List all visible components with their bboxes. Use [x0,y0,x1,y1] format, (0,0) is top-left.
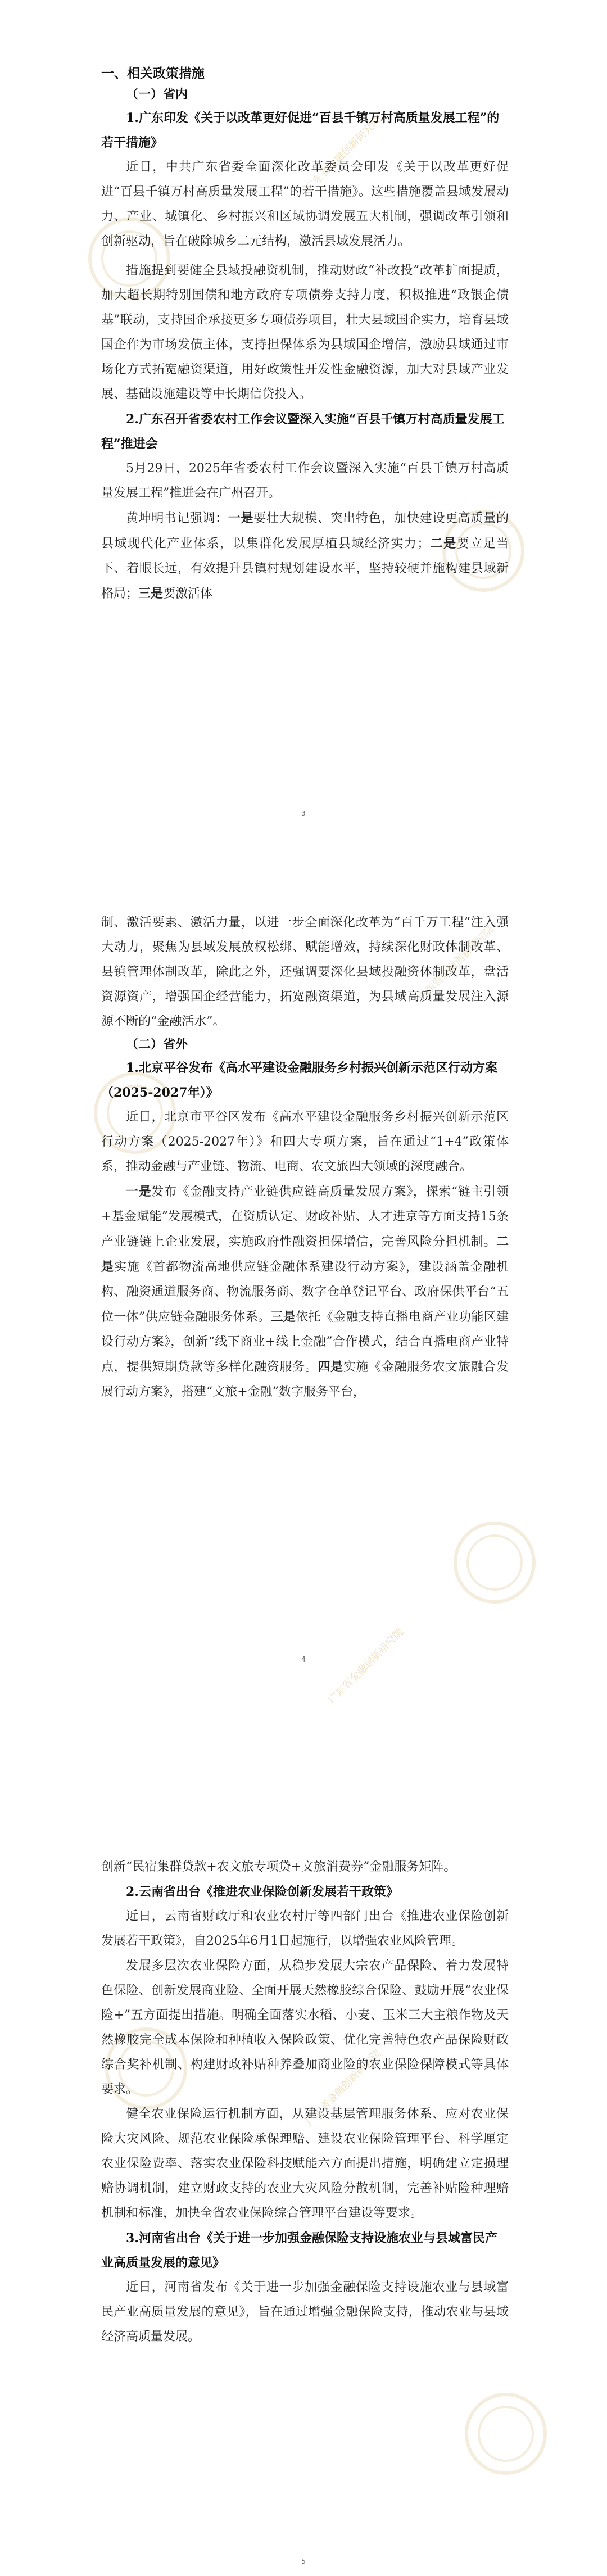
text-span: 实施《金融服务农文旅融合发展行动方案》，搭建“文旅+金融”数字服务平台， [101,1360,509,1399]
paragraph [101,506,509,606]
item-title: 2.云南省出台《推进农业保险创新发展若干政策》 [126,1885,398,1899]
page-number: 5 [301,2557,306,2565]
paragraph: 健全农业保险运行机制方面，从建设基层管理服务体系、应对农业保险大灾风险、规范农业保险承保理赔、建设农业保险管理平台、科学厘定农业保险费率、落实农业保险科技赋能六方面提出措施，明确建立定损理赔协调机制，建立财政支持的农业大灾风险分散机制，完善补贴险种理赔机制和标准，加快全省农业保险综合管理平台建设等要求。 [101,2107,509,2220]
item-title: 1.广东印发《关于以改革更好促进“百县千镇万村高质量发展工程”的若干措施》 [101,111,500,150]
emphasis: 二是 [429,536,457,551]
item-title: 1.北京平谷发布《高水平建设金融服务乡村振兴创新示范区行动方案（2025-2027年）》 [101,1061,497,1100]
page-number: 4 [301,1655,306,1663]
page-4-content [101,911,509,1405]
paragraph: 近日，北京市平谷区发布《高水平建设金融服务乡村振兴创新示范区行动方案（2025-2027年）》和四大专项方案，旨在通过“1+4”政策体系，推动金融与产业链、物流、电商、农文旅四大领域的深度融合。 [101,1110,509,1174]
paragraph: 5月29日，2025年省委农村工作会议暨深入实施“百县千镇万村高质量发展工程”推进会在广州召开。 [101,461,509,500]
emphasis: 一是 [126,1184,152,1199]
text-span: 依托《金融支持直播电商产业功能区建设行动方案》，创新“线下商业+线上金融”合作模式，结合直播电商产业特点，提供短期贷款等多样化融资服务。 [101,1310,509,1374]
text-span: 要立足当下、着眼长远，有效提升县镇村规划建设水平，坚持较硬并施构建县域新格局； [101,537,509,601]
section-title: 一、相关政策措施 [101,66,205,81]
paragraph: 创新“民宿集群贷款+农文旅专项贷+文旅消费券”金融服务矩阵。 [101,1860,456,1874]
watermark-text: 广东省金融创新研究院 [303,114,384,194]
paragraph [101,1179,509,1405]
text-span: 黄坤明书记强调： [126,511,228,526]
text-span: 实施《首都物流高地供应链金融体系建设行动方案》，建设涵盖金融机构、融资通道服务商、物流服务商、数字仓单登记平台、政府保供平台“五位一体”供应链金融服务体系。 [101,1260,509,1324]
emphasis: 四是 [318,1360,343,1374]
page-3-content [101,63,509,606]
watermark-seal-icon [461,2389,551,2479]
emphasis: 一是 [228,511,254,526]
emphasis: 三是 [138,586,164,601]
watermark-text: 广东省金融创新研究院 [303,2047,384,2128]
paragraph: 近日，云南省财政厅和农业农村厅等四部门出台《推进农业保险创新发展若干政策》，自2025年6月1日起施行，以增强农业风险管理。 [101,1909,509,1948]
paragraph: 近日，河南省发布《关于进一步加强金融保险支持设施农业与县域富民产业高质量发展的意见》，旨在通过增强金融保险支持，推动农业与县域经济高质量发展。 [101,2280,509,2344]
paragraph: 发展多层次农业保险方面，从稳步发展大宗农产品保险、着力发展特色保险、创新发展商业险、全面开展天然橡胶综合保险、鼓励开展“农业保险+”五方面提出措施。明确全面落实水稻、小麦、玉米三大主粮作物及天然橡胶完全成本保险和种植收入保险政策、优化完善特色农产品保险财政综合奖补机制、构建财政补贴种养叠加商业险的农业保险保障模式等具体要求。 [101,1959,509,2097]
sub-title-other-provinces: （二）省外 [126,1038,188,1052]
watermark-seal-icon [450,1518,540,1608]
paragraph: 措施提到要健全县域投融资机制，推动财政“补改投”改革扩面提质，加大超长期特别国债和地方政府专项债券支持力度，积极推进“政银企债基”联动，支持国企承接更多专项债券项目，壮大县域国企实力，培育县域国企作为市场发债主体，支持担保体系为县域国企增信，激励县域通过市场化方式拓宽融资渠道，用好政策性开发性金融资源，加大对县域产业发展、基础设施建设等中长期信贷投入。 [101,264,509,401]
text-span: 要壮大规模、突出特色，加快建设更高质量的县域现代化产业体系，以集群化发展厚植县域经济实力； [101,511,509,551]
watermark-text: 广东省金融创新研究院 [325,1626,406,1706]
item-title: 2.广东召开省委农村工作会议暨深入实施“百县千镇万村高质量发展工程”推进会 [101,412,505,451]
sub-title-provincial: （一）省内 [126,88,188,102]
text-span: 要激活体 [163,587,213,601]
page-number: 3 [301,809,306,817]
text-span: 发布《金融支持产业链供应链高质量发展方案》，探索“链主引领+基金赋能”发展模式，在资质认定、财政补贴、人才进京等方面支持15条产业链链上企业发展，实施政府性融资担保增信，完善风险分担机制。 [101,1185,509,1249]
emphasis: 二是 [101,1234,509,1274]
paragraph: 近日，中共广东省委全面深化改革委员会印发《关于以改革更好促进“百县千镇万村高质量发展工程”的若干措施》。这些措施覆盖县域发展动力、产业、城镇化、乡村振兴和区域协调发展五大机制，强调改革引领和创新驱动，旨在破除城乡二元结构，激活县域发展活力。 [101,160,509,248]
item-title: 3.河南省出台《关于进一步加强金融保险支持设施农业与县域富民产业高质量发展的意见》 [101,2231,497,2270]
page-5-content [101,1855,509,2349]
paragraph: 制、激活要素、激活力量，以进一步全面深化改革为“百千万工程”注入强大动力，聚焦为县域发展放权松绑、赋能增效，持续深化财政体制改革、县镇管理体制改革，除此之外，还强调要深化县域投融资体制改革，盘活资源资产，增强国企经营能力，拓宽融资渠道，为县域高质量发展注入源源不断的“金融活水”。 [101,916,509,1029]
watermark-text: 广东省金融创新研究院 [415,923,496,1004]
emphasis: 三是 [270,1310,296,1324]
